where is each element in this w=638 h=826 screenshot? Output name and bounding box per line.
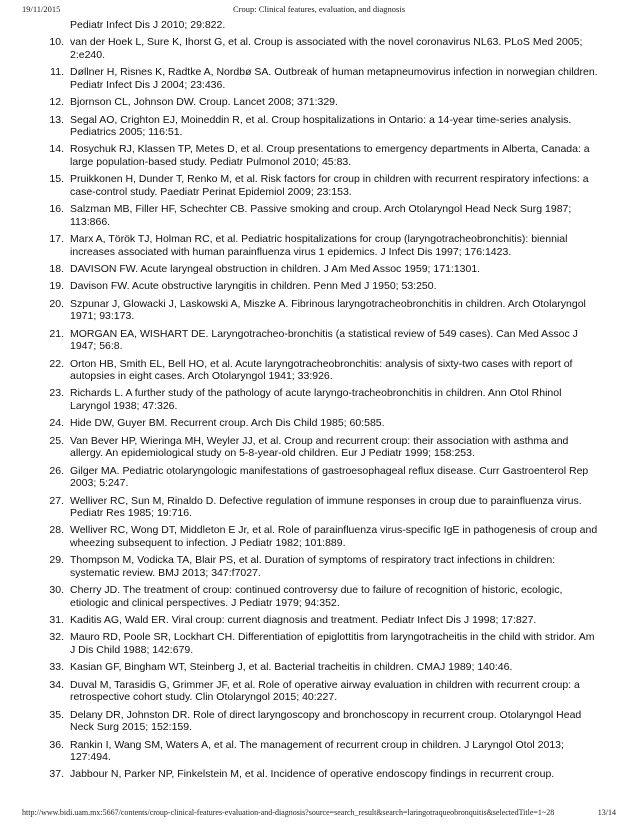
reference-text: Salzman MB, Filler HF, Schechter CB. Passive smoking and croup. Arch Otolaryngol Head Neck Surg 1987; 113:866. <box>70 203 572 228</box>
reference-text: Rankin I, Wang SM, Waters A, et al. The management of recurrent croup in children. J Laryngol Otol 2013; 127:494. <box>70 738 564 764</box>
reference-item <box>0 465 638 490</box>
reference-number: 18. <box>49 263 64 276</box>
reference-item <box>0 679 638 704</box>
reference-item <box>0 19 638 32</box>
reference-item <box>0 387 638 412</box>
reference-item <box>0 631 638 656</box>
reference-item <box>0 203 638 228</box>
reference-text: Rosychuk RJ, Klassen TP, Metes D, et al. Croup presentations to emergency departments in Alberta, Canada: a large population-based study. Pediatr Pulmonol 2010; 45:83. <box>70 143 590 168</box>
reference-item <box>0 328 638 353</box>
reference-item <box>0 173 638 198</box>
reference-number: 14. <box>49 143 64 156</box>
page-number: 13/14 <box>597 808 616 817</box>
reference-number: 29. <box>49 554 64 567</box>
reference-number: 22. <box>49 357 64 370</box>
print-header <box>22 4 616 16</box>
reference-text: MORGAN EA, WISHART DE. Laryngotracheo-bronchitis (a statistical review of 549 cases). Can Med Assoc J 1947; 56:8. <box>70 327 578 353</box>
reference-number: 16. <box>49 203 64 216</box>
reference-number: 28. <box>49 524 64 537</box>
reference-item <box>0 358 638 383</box>
reference-text: Welliver RC, Wong DT, Middleton E Jr, et al. Role of parainfluenza virus-specific IgE in pathogenesis of croup and wheezing subsequent to infection. J Pediatr 1982; 101:889. <box>70 524 598 549</box>
reference-text: Segal AO, Crighton EJ, Moineddin R, et al. Croup hospitalizations in Ontario: a 14-year time-series analysis. Pediatrics 2005; 116:51. <box>70 113 572 139</box>
reference-item <box>0 417 638 430</box>
reference-item <box>0 66 638 91</box>
reference-text: Kaditis AG, Wald ER. Viral croup: current diagnosis and treatment. Pediatr Infect Dis J 1998; 17:827. <box>70 614 537 627</box>
reference-number: 17. <box>49 233 64 246</box>
reference-item <box>0 263 638 276</box>
reference-text: Pediatr Infect Dis J 2010; 29:822. <box>70 19 226 31</box>
reference-number: 11. <box>50 66 64 79</box>
reference-item <box>0 96 638 109</box>
reference-number: 15. <box>49 173 64 186</box>
reference-item <box>0 435 638 460</box>
reference-text: Hide DW, Guyer BM. Recurrent croup. Arch Dis Child 1985; 60:585. <box>70 417 385 430</box>
reference-text: Thompson M, Vodicka TA, Blair PS, et al. Duration of symptoms of respiratory tract infections in children: systematic review. BMJ 2013; 347:f7027. <box>70 554 556 579</box>
reference-item <box>0 661 638 674</box>
reference-number: 37. <box>49 768 64 781</box>
source-url: http://www.bidi.uam.mx:5667/contents/croup-clinical-features-evaluation-and-diagnosis?source=search_result&search=laringotraqueobronquitis&selectedTitle=1~28 <box>22 808 555 817</box>
reference-text: Davison FW. Acute obstructive laryngitis in children. Penn Med J 1950; 53:250. <box>70 280 437 293</box>
reference-number: 35. <box>49 708 64 721</box>
reference-number: 33. <box>49 661 64 674</box>
reference-text: Bjornson CL, Johnson DW. Croup. Lancet 2008; 371:329. <box>70 96 338 109</box>
reference-item <box>0 739 638 764</box>
reference-item <box>0 298 638 323</box>
reference-list <box>0 19 638 786</box>
reference-item <box>0 614 638 627</box>
reference-text: Døllner H, Risnes K, Radtke A, Nordbø SA. Outbreak of human metapneumovirus infection in norwegian children. Pediatr Infect Dis J 2004; 23:436. <box>70 66 598 91</box>
reference-number: 27. <box>49 494 64 507</box>
reference-item <box>0 495 638 520</box>
reference-item <box>0 768 638 781</box>
reference-text: Richards L. A further study of the pathology of acute laryngo-tracheobronchitis in children. Ann Otol Rhinol Laryngol 1938; 47:326. <box>70 387 562 412</box>
reference-number: 13. <box>49 113 64 126</box>
reference-number: 26. <box>49 464 64 477</box>
reference-number: 25. <box>49 434 64 447</box>
reference-text: Welliver RC, Sun M, Rinaldo D. Defective regulation of immune responses in croup due to parainfluenza virus. Pediatr Res 1985; 19:716. <box>70 494 582 520</box>
reference-number: 30. <box>49 584 64 597</box>
reference-number: 31. <box>49 614 64 627</box>
print-date: 19/11/2015 <box>22 4 61 14</box>
reference-text: Gilger MA. Pediatric otolaryngologic manifestations of gastroesophageal reflux disease. Curr Gastroenterol Rep 2003; 5:247. <box>70 464 589 490</box>
reference-text: Delany DR, Johnston DR. Role of direct laryngoscopy and bronchoscopy in recurrent croup. Otolaryngol Head Neck Surg 2015; 152:159. <box>70 708 582 734</box>
reference-item <box>0 554 638 579</box>
reference-number: 24. <box>49 417 64 430</box>
reference-number: 21. <box>49 327 64 340</box>
reference-text: Van Bever HP, Wieringa MH, Weyler JJ, et al. Croup and recurrent croup: their association with asthma and allergy. An epidemiological study on 5-8-year-old children. Eur J Pediatr 1999; 158:253. <box>70 434 569 460</box>
reference-text: Szpunar J, Glowacki J, Laskowski A, Miszke A. Fibrinous laryngotracheobronchitis in children. Arch Otolaryngol 1971; 93:173. <box>70 297 586 323</box>
reference-number: 12. <box>49 96 64 109</box>
reference-item <box>0 233 638 258</box>
reference-text: Pruikkonen H, Dunder T, Renko M, et al. Risk factors for croup in children with recurrent respiratory infections: a case-control study. Paediatr Perinat Epidemiol 2009; 23:153. <box>70 173 589 198</box>
reference-number: 23. <box>49 387 64 400</box>
reference-text: DAVISON FW. Acute laryngeal obstruction in children. J Am Med Assoc 1959; 171:1301. <box>70 263 481 276</box>
reference-text: van der Hoek L, Sure K, Ihorst G, et al. Croup is associated with the novel coronavirus NL63. PLoS Med 2005; 2:e240. <box>70 36 583 61</box>
reference-number: 20. <box>49 297 64 310</box>
reference-text: Kasian GF, Bingham WT, Steinberg J, et al. Bacterial tracheitis in children. CMAJ 1989; 140:46. <box>70 661 513 674</box>
reference-item <box>0 114 638 139</box>
reference-text: Duval M, Tarasidis G, Grimmer JF, et al. Role of operative airway evaluation in children with recurrent croup: a retrospective cohort study. Clin Otolaryngol 2015; 40:227. <box>70 678 580 704</box>
reference-number: 36. <box>49 738 64 751</box>
reference-item <box>0 143 638 168</box>
reference-text: Cherry JD. The treatment of croup: continued controversy due to failure of recognition of historic, ecologic, etiologic and clinical perspectives. J Pediatr 1979; 94:352. <box>70 584 563 609</box>
reference-text: Jabbour N, Parker NP, Finkelstein M, et al. Incidence of operative endoscopy findings in recurrent croup. <box>70 768 555 781</box>
reference-item <box>0 584 638 609</box>
reference-text: Orton HB, Smith EL, Bell HO, et al. Acute laryngotracheobronchitis: analysis of sixty-two cases with report of autopsies in eight cases. Arch Otolaryngol 1941; 33:926. <box>70 357 573 383</box>
reference-number: 19. <box>49 280 64 293</box>
reference-number: 32. <box>49 631 64 644</box>
page-title: Croup: Clinical features, evaluation, and diagnosis <box>232 4 406 14</box>
reference-item <box>0 36 638 61</box>
reference-text: Mauro RD, Poole SR, Lockhart CH. Differentiation of epiglottitis from laryngotracheitis in the child with stridor. Am J Dis Child 1988; 142:679. <box>70 631 595 656</box>
reference-text: Marx A, Török TJ, Holman RC, et al. Pediatric hospitalizations for croup (laryngotracheobronchitis): biennial increases associated with human parainfluenza virus 1 epidemics. J Infect Dis 1997; 176:1423. <box>70 233 568 258</box>
print-footer <box>22 808 616 820</box>
reference-number: 10. <box>49 36 64 49</box>
reference-item <box>0 524 638 549</box>
reference-item <box>0 280 638 293</box>
reference-number: 34. <box>49 678 64 691</box>
reference-item <box>0 709 638 734</box>
